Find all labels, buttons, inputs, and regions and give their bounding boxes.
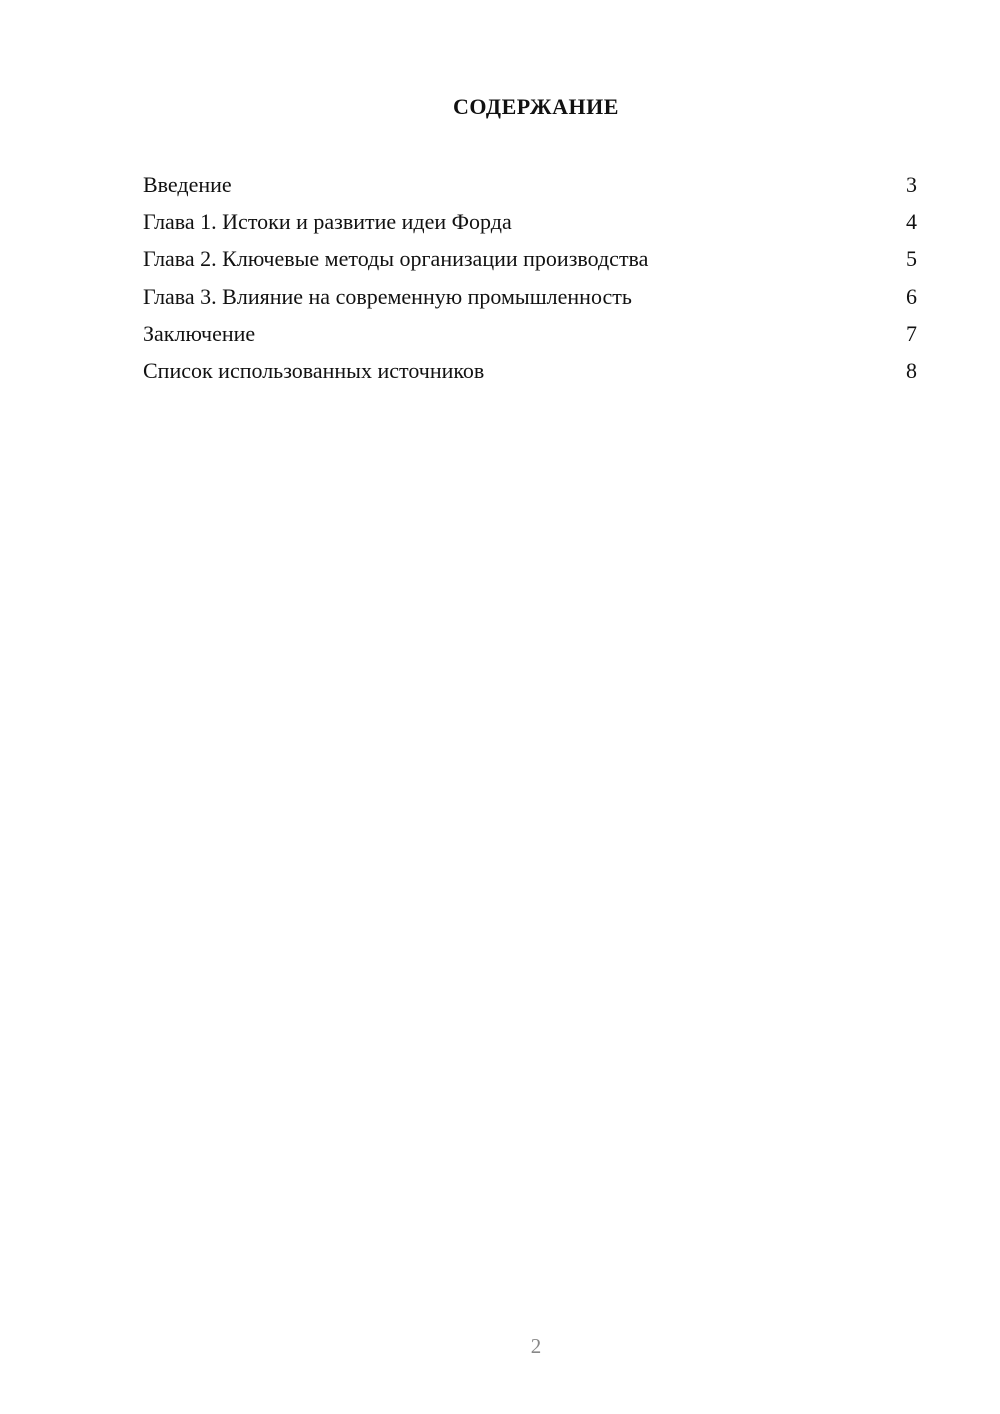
toc-entry-page: 3 <box>906 172 917 197</box>
toc-entry-title: Глава 3. Влияние на современную промышленность <box>143 283 632 309</box>
toc-entry-conclusion <box>143 319 919 356</box>
page-title: СОДЕРЖАНИЕ <box>453 94 619 119</box>
toc-entry-page: 7 <box>906 320 917 346</box>
toc-entry-chapter-1 <box>143 207 919 244</box>
table-of-contents <box>143 170 919 393</box>
toc-entry-title: Введение <box>143 172 232 197</box>
toc-entry-page: 8 <box>906 357 917 383</box>
toc-entry-chapter-3 <box>143 282 919 319</box>
toc-entry-title: Заключение <box>143 320 256 346</box>
toc-entry-title: Глава 1. Истоки и развитие идеи Форда <box>143 209 512 235</box>
toc-entry-page: 4 <box>906 209 917 235</box>
toc-entry-references <box>143 356 919 393</box>
toc-entry-chapter-2 <box>143 244 919 281</box>
page-number: 2 <box>530 1334 542 1358</box>
toc-entry-title: Глава 2. Ключевые методы организации производства <box>143 246 649 272</box>
toc-entry-introduction <box>143 170 919 207</box>
toc-entry-page: 5 <box>906 246 917 272</box>
toc-entry-title: Список использованных источников <box>143 357 485 383</box>
toc-entry-page: 6 <box>906 283 917 309</box>
